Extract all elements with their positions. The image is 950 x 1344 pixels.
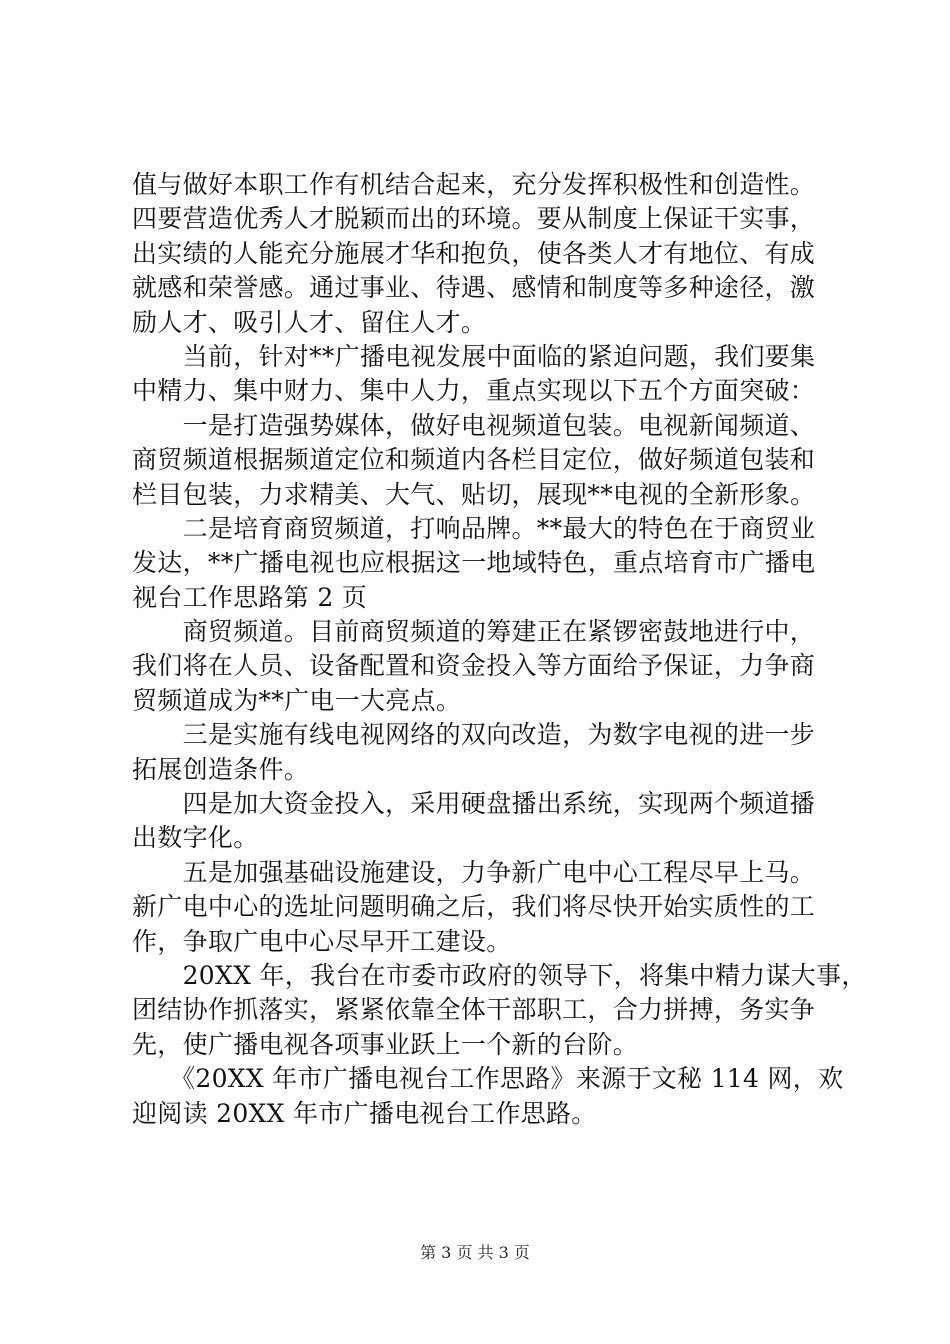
text-line: 商贸频道根据频道定位和频道内各栏目定位，做好频道包装和	[132, 445, 816, 475]
text-line: 贸频道成为**广电一大亮点。	[132, 685, 462, 715]
text-line: 出实绩的人能充分施展才华和抱负，使各类人才有地位、有成	[132, 238, 816, 268]
text-line: 四要营造优秀人才脱颖而出的环境。要从制度上保证干实事，	[132, 204, 816, 234]
text-line: 三是实施有线电视网络的双向改造，为数字电视的进一步	[132, 720, 816, 750]
document-body	[132, 168, 867, 1131]
text-line: 拓展创造条件。	[132, 754, 310, 784]
text-line: 视台工作思路第 2 页	[132, 582, 368, 612]
page-total: 共 3 页	[477, 1243, 530, 1262]
text-line: 迎阅读 20XX 年市广播电视台工作思路。	[132, 1098, 597, 1128]
text-line: 商贸频道。目前商贸频道的筹建正在紧锣密鼓地进行中，	[132, 617, 816, 647]
text-line: 《20XX 年市广播电视台工作思路》来源于文秘 114 网，欢	[132, 1064, 844, 1094]
text-line: 值与做好本职工作有机结合起来，充分发挥积极性和创造性。	[132, 170, 816, 199]
text-line: 出数字化。	[132, 823, 259, 853]
text-line: 发达，**广播电视也应根据这一地域特色，重点培育市广播电	[132, 548, 816, 578]
text-line: 励人才、吸引人才、留住人才。	[132, 307, 487, 337]
text-line: 一是打造强势媒体，做好电视频道包装。电视新闻频道、	[132, 410, 816, 440]
page-number: 第 3 页	[420, 1243, 473, 1262]
text-line: 我们将在人员、设备配置和资金投入等方面给予保证，力争商	[132, 651, 816, 681]
page-footer	[0, 1242, 950, 1264]
text-line: 当前，针对**广播电视发展中面临的紧迫问题，我们要集	[132, 341, 816, 371]
text-line: 就感和荣誉感。通过事业、待遇、感情和制度等多种途径，激	[132, 273, 816, 303]
text-line: 五是加强基础设施建设，力争新广电中心工程尽早上马。	[132, 857, 816, 887]
text-line: 二是培育商贸频道，打响品牌。**最大的特色在于商贸业	[132, 513, 816, 543]
text-line: 中精力、集中财力、集中人力，重点实现以下五个方面突破：	[132, 376, 816, 406]
text-line: 栏目包装，力求精美、大气、贴切，展现**电视的全新形象。	[132, 479, 816, 509]
text-line: 四是加大资金投入，采用硬盘播出系统，实现两个频道播	[132, 789, 816, 819]
text-line: 团结协作抓落实，紧紧依靠全体干部职工，合力拼搏，务实争	[132, 995, 816, 1025]
text-line: 新广电中心的选址问题明确之后，我们将尽快开始实质性的工	[132, 892, 816, 922]
text-line: 20XX 年，我台在市委市政府的领导下，将集中精力谋大事，	[132, 960, 867, 990]
text-line: 作，争取广电中心尽早开工建设。	[132, 926, 512, 956]
text-line: 先，使广播电视各项事业跃上一个新的台阶。	[132, 1029, 639, 1059]
